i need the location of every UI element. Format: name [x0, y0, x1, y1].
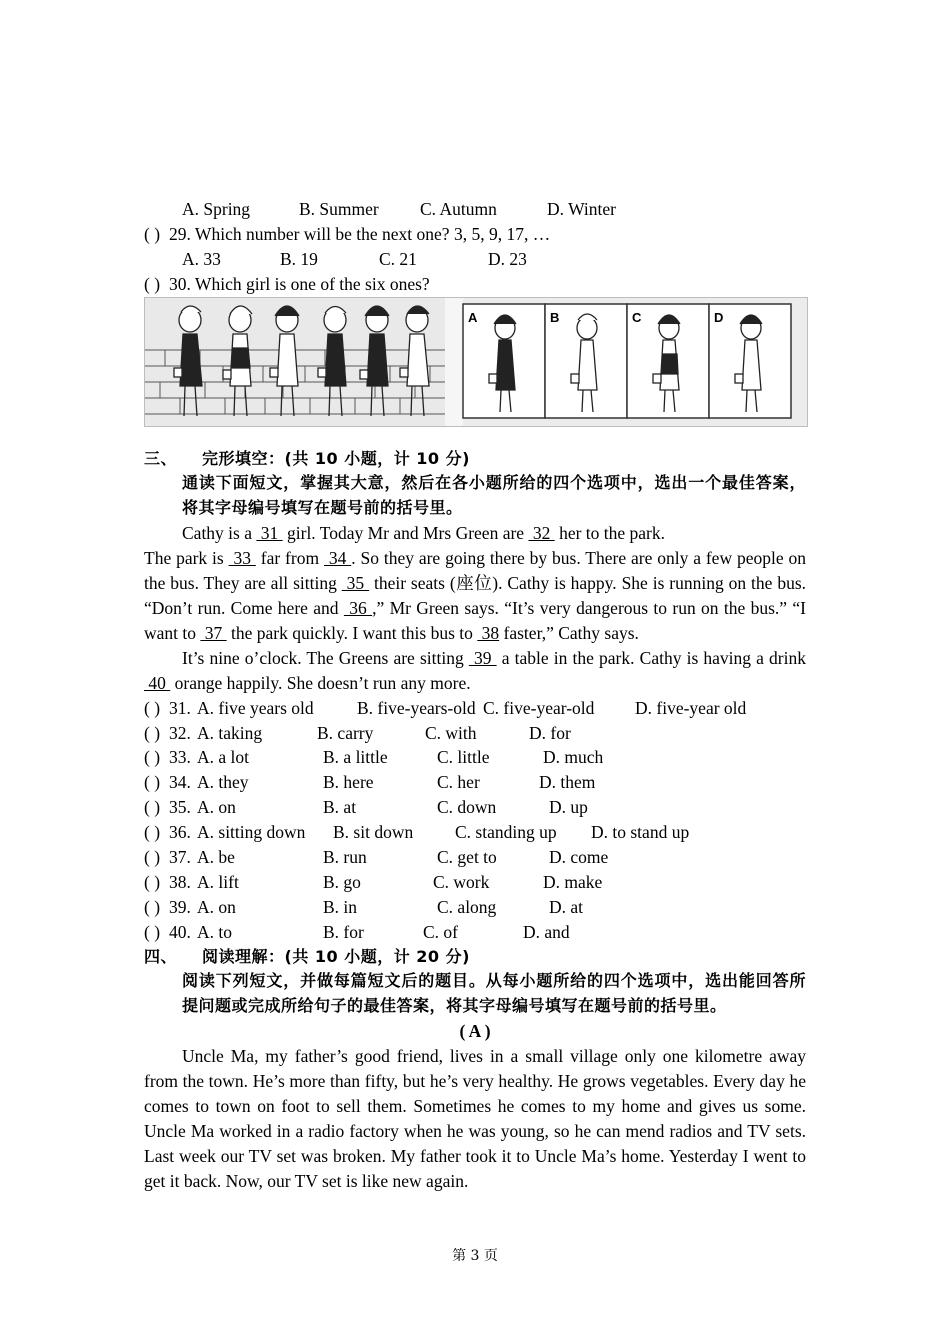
- text-run: The park is: [144, 548, 229, 569]
- cloze-question: [144, 795, 806, 820]
- section3-instructions: 通读下面短文，掌握其大意，然后在各小题所给的四个选项中，选出一个最佳答案，将其字母编号填写在题号前的括号里。: [182, 473, 806, 518]
- girls-figure: [144, 297, 808, 427]
- cloze-question: [144, 696, 806, 721]
- text-run: faster,” Cathy says.: [499, 622, 639, 643]
- blank[interactable]: 35: [341, 573, 370, 594]
- text-run: Cathy is a: [182, 523, 257, 544]
- option: A. five years old: [197, 697, 314, 718]
- answer-bracket[interactable]: ( ): [144, 797, 161, 818]
- option: C. with: [425, 722, 477, 743]
- answer-bracket[interactable]: ( ): [144, 822, 161, 843]
- option: B. for: [323, 921, 364, 942]
- option: B. sit down: [333, 822, 414, 843]
- option: A. on: [197, 896, 236, 917]
- option: D. five-year old: [635, 697, 747, 718]
- blank[interactable]: 32: [528, 523, 555, 544]
- cloze-paragraph-2: [144, 546, 806, 646]
- option: C. of: [423, 921, 458, 942]
- text-run: . So they are going there by bus. There are only a few people on the bus. They are all sitting: [144, 548, 806, 594]
- answer-bracket[interactable]: ( ): [144, 896, 161, 917]
- answer-bracket[interactable]: ( ): [144, 871, 161, 892]
- blank[interactable]: 40: [144, 672, 171, 693]
- option: D. and: [523, 921, 570, 942]
- option: D. them: [539, 772, 596, 793]
- option: B. in: [323, 896, 358, 917]
- option: C. get to: [437, 846, 497, 867]
- option: B. 19: [280, 248, 318, 269]
- cloze-question: [144, 770, 806, 795]
- choice-label: A: [468, 309, 478, 325]
- question-number: 38.: [169, 871, 191, 892]
- option: D. at: [549, 896, 584, 917]
- option: C. her: [437, 772, 480, 793]
- blank[interactable]: 38: [477, 622, 500, 643]
- choice-label: D: [714, 309, 724, 325]
- answer-bracket[interactable]: ( ): [144, 722, 161, 743]
- page-footer: 第 3 页: [452, 1248, 498, 1264]
- question-number: 37.: [169, 846, 191, 867]
- question-number: 34.: [169, 772, 191, 793]
- option: D. come: [549, 846, 609, 867]
- option: C. little: [437, 747, 490, 768]
- q28-options: [144, 197, 806, 222]
- option: B. go: [323, 871, 361, 892]
- option: B. five-years-old: [357, 697, 476, 718]
- girls-illustration: [145, 298, 807, 426]
- blank[interactable]: 39: [468, 647, 497, 668]
- option: A. to: [197, 921, 232, 942]
- option: A. they: [197, 772, 249, 793]
- cloze-questions: [144, 696, 806, 945]
- option: A. lift: [197, 871, 239, 892]
- option: D. up: [549, 797, 588, 818]
- question-number: 36.: [169, 822, 191, 843]
- option: D. make: [543, 871, 603, 892]
- reading-passage: Uncle Ma, my father’s good friend, lives in a small village only one kilometre away from the town. He’s more than fifty, but he’s very healthy. He grows vegetables. Every day he comes to town on foot to sell them. Sometimes he comes to my home and gives us some. Uncle Ma worked in a radio factory when he was young, so he can mend radios and TV sets. Last week our TV set was broken. My father took it to Uncle Ma’s home. Yesterday I went to get it back. Now, our TV set is like new again.: [144, 1046, 806, 1191]
- blank[interactable]: 37: [200, 622, 227, 643]
- question-number: 31.: [169, 697, 191, 718]
- option: B. a little: [323, 747, 388, 768]
- blank[interactable]: 34: [323, 548, 352, 569]
- option: A. a lot: [197, 747, 250, 768]
- option: C. along: [437, 896, 497, 917]
- option: A. taking: [197, 722, 263, 743]
- choice-label: B: [550, 309, 560, 325]
- cloze-question: [144, 745, 806, 770]
- question-text: 30. Which girl is one of the six ones?: [169, 273, 430, 294]
- text-run: girl. Today Mr and Mrs Green are: [282, 523, 529, 544]
- option: D. Winter: [547, 199, 616, 219]
- answer-bracket[interactable]: ( ): [144, 772, 161, 793]
- section4-heading: 四、 阅读理解：(共 10 小题，计 20 分): [144, 946, 470, 966]
- answer-bracket[interactable]: ( ): [144, 846, 161, 867]
- option: B. carry: [317, 722, 374, 743]
- cloze-question: [144, 721, 806, 746]
- choice-label: C: [632, 309, 642, 325]
- option: B. Summer: [299, 199, 379, 219]
- question-number: 33.: [169, 747, 191, 768]
- question-number: 39.: [169, 896, 191, 917]
- option: C. five-year-old: [483, 697, 595, 718]
- question-30: [144, 272, 806, 297]
- text-run: her to the park.: [554, 523, 665, 544]
- cloze-question: [144, 870, 806, 895]
- question-text: 29. Which number will be the next one? 3, 5, 9, 17, …: [169, 223, 551, 244]
- option: C. Autumn: [420, 199, 497, 219]
- option: C. down: [437, 797, 497, 818]
- text-run: far from: [255, 548, 324, 569]
- option: C. 21: [379, 248, 417, 269]
- question-number: 40.: [169, 921, 191, 942]
- option: D. to stand up: [591, 822, 690, 843]
- option: B. at: [323, 797, 357, 818]
- section3-heading: 三、 完形填空：(共 10 小题，计 10 分): [144, 448, 470, 468]
- option: A. 33: [182, 248, 221, 269]
- answer-bracket[interactable]: ( ): [144, 697, 161, 718]
- text-run: orange happily. She doesn’t run any more.: [170, 672, 471, 693]
- question-29: [144, 222, 806, 247]
- text-run: their seats (座位). Cathy is happy. She is running on the bus. “Don’t run. Come here and: [144, 573, 807, 618]
- option: A. sitting down: [197, 822, 306, 843]
- text-run: It’s nine o’clock. The Greens are sitting: [182, 647, 469, 668]
- option: D. 23: [488, 248, 527, 269]
- question-number: 35.: [169, 797, 191, 818]
- cloze-paragraph-3: [144, 646, 806, 696]
- passage-label: ( A ): [459, 1021, 491, 1042]
- text-run: ,” Mr Green says. “It’s very dangerous to run on the bus.” “I want to: [144, 597, 807, 643]
- answer-bracket[interactable]: ( ): [144, 921, 161, 942]
- cloze-question: [144, 920, 806, 945]
- blank[interactable]: 36: [343, 597, 373, 618]
- option: C. work: [433, 871, 490, 892]
- cloze-question: [144, 820, 806, 845]
- exam-page: [144, 197, 806, 1194]
- blank[interactable]: 31: [256, 523, 283, 544]
- option: A. be: [197, 846, 235, 867]
- option: A. on: [197, 797, 236, 818]
- cloze-question: [144, 845, 806, 870]
- cloze-paragraph-1: [144, 521, 806, 546]
- text-run: a table in the park. Cathy is having a drink: [496, 647, 806, 668]
- q29-options: [144, 247, 806, 272]
- question-number: 32.: [169, 722, 191, 743]
- blank[interactable]: 33: [228, 548, 256, 569]
- option: D. for: [529, 722, 571, 743]
- option: B. run: [323, 846, 367, 867]
- answer-bracket[interactable]: ( ): [144, 273, 161, 294]
- cloze-question: [144, 895, 806, 920]
- answer-bracket[interactable]: ( ): [144, 223, 161, 244]
- answer-bracket[interactable]: ( ): [144, 747, 161, 768]
- option: B. here: [323, 772, 374, 793]
- option: A. Spring: [182, 199, 251, 219]
- section4-instructions: 阅读下列短文，并做每篇短文后的题目。从每小题所给的四个选项中，选出能回答所提问题或完成所给句子的最佳答案，将其字母编号填写在题号前的括号里。: [182, 971, 806, 1016]
- option: D. much: [543, 747, 604, 768]
- text-run: the park quickly. I want this bus to: [226, 622, 478, 643]
- option: C. standing up: [455, 822, 557, 843]
